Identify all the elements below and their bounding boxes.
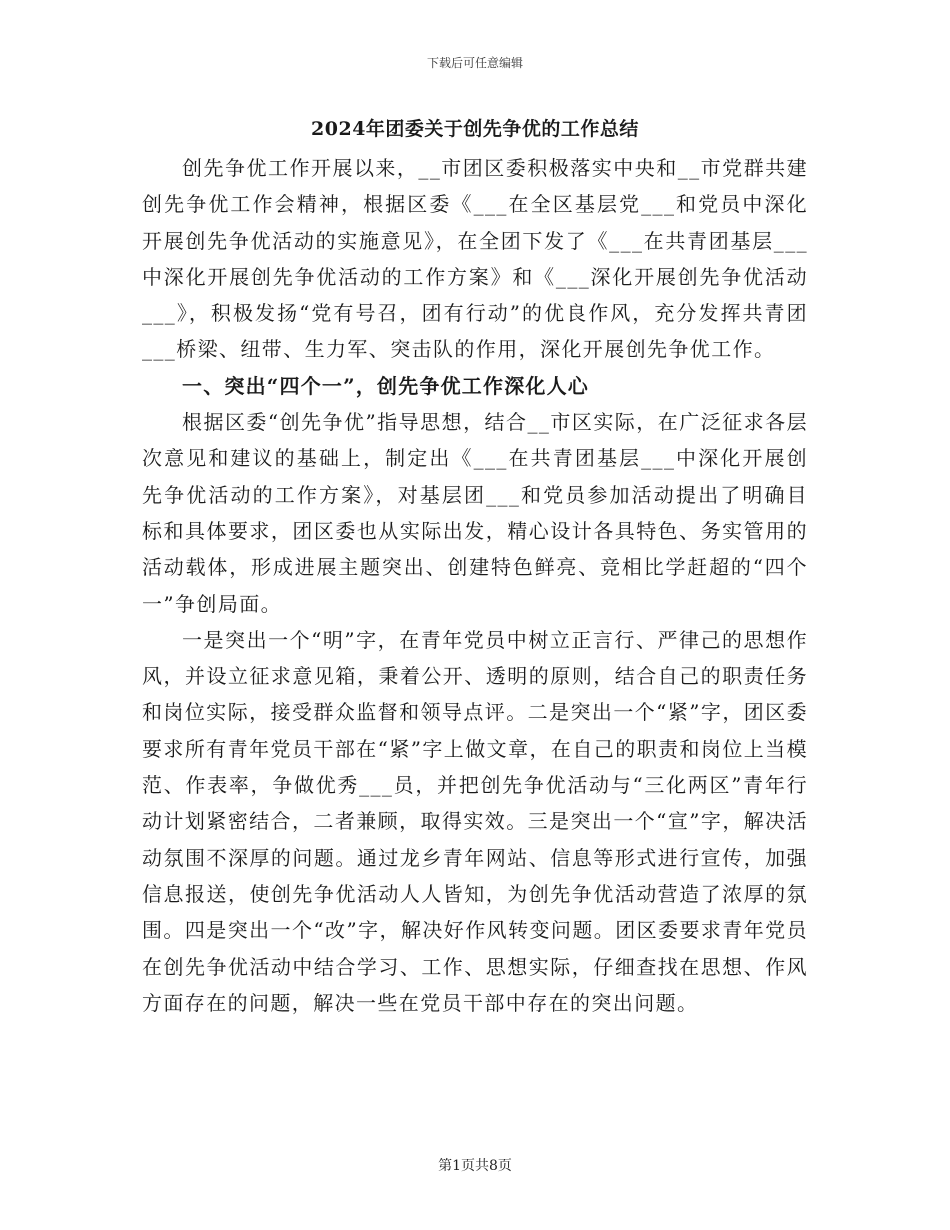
body-paragraph: 根据区委“创先争优”指导思想，结合__市区实际，在广泛征求各层次意见和建议的基础上，制定出《___在共青团基层___中深化开展创先争优活动的工作方案》，对基层团___和党员参加活动提出了明确目标和具体要求，团区委也从实际出发，精心设计各具特色、务实管用的活动载体，形成进展主题突出、创建特色鲜亮、竞相比学赶超的“四个一”争创局面。 <box>142 410 808 616</box>
header-note: 下载后可任意编辑 <box>426 56 523 70</box>
body-paragraph: 一是突出一个“明”字，在青年党员中树立正言行、严律己的思想作风，并设立征求意见箱，秉着公开、透明的原则，结合自己的职责任务和岗位实际，接受群众监督和领导点评。二是突出一个“紧”字，团区委要求所有青年党员干部在“紧”字上做文章，在自己的职责和岗位上当模范、作表率，争做优秀___员，并把创先争优活动与“三化两区”青年行动计划紧密结合，二者兼顾，取得实效。三是突出一个“宣”字，解决活动氛围不深厚的问题。通过龙乡青年网站、信息等形式进行宣传，加强信息报送，使创先争优活动人人皆知，为创先争优活动营造了浓厚的氛围。四是突出一个“改”字，解决好作风转变问题。团区委要求青年党员在创先争优活动中结合学习、工作、思想实际，仔细查找在思想、作风方面存在的问题，解决一些在党员干部中存在的突出问题。 <box>142 627 808 1015</box>
section-heading: 一、突出“四个一”，创先争优工作深化人心 <box>182 373 590 398</box>
document-body <box>142 150 808 1021</box>
intro-paragraph: 创先争优工作开展以来，__市团区委积极落实中央和__市党群共建创先争优工作会精神，根据区委《___在全区基层党___和党员中深化开展创先争优活动的实施意见》，在全团下发了《___在共青团基层___中深化开展创先争优活动的工作方案》和《___深化开展创先争优活动___》，积极发扬“党有号召，团有行动”的优良作风，充分发挥共青团___桥梁、纽带、生力军、突击队的作用，深化开展创先争优工作。 <box>142 156 808 362</box>
page-title: 2024年团委关于创先争优的工作总结 <box>311 118 639 140</box>
page-number: 第1页共8页 <box>438 1158 512 1174</box>
